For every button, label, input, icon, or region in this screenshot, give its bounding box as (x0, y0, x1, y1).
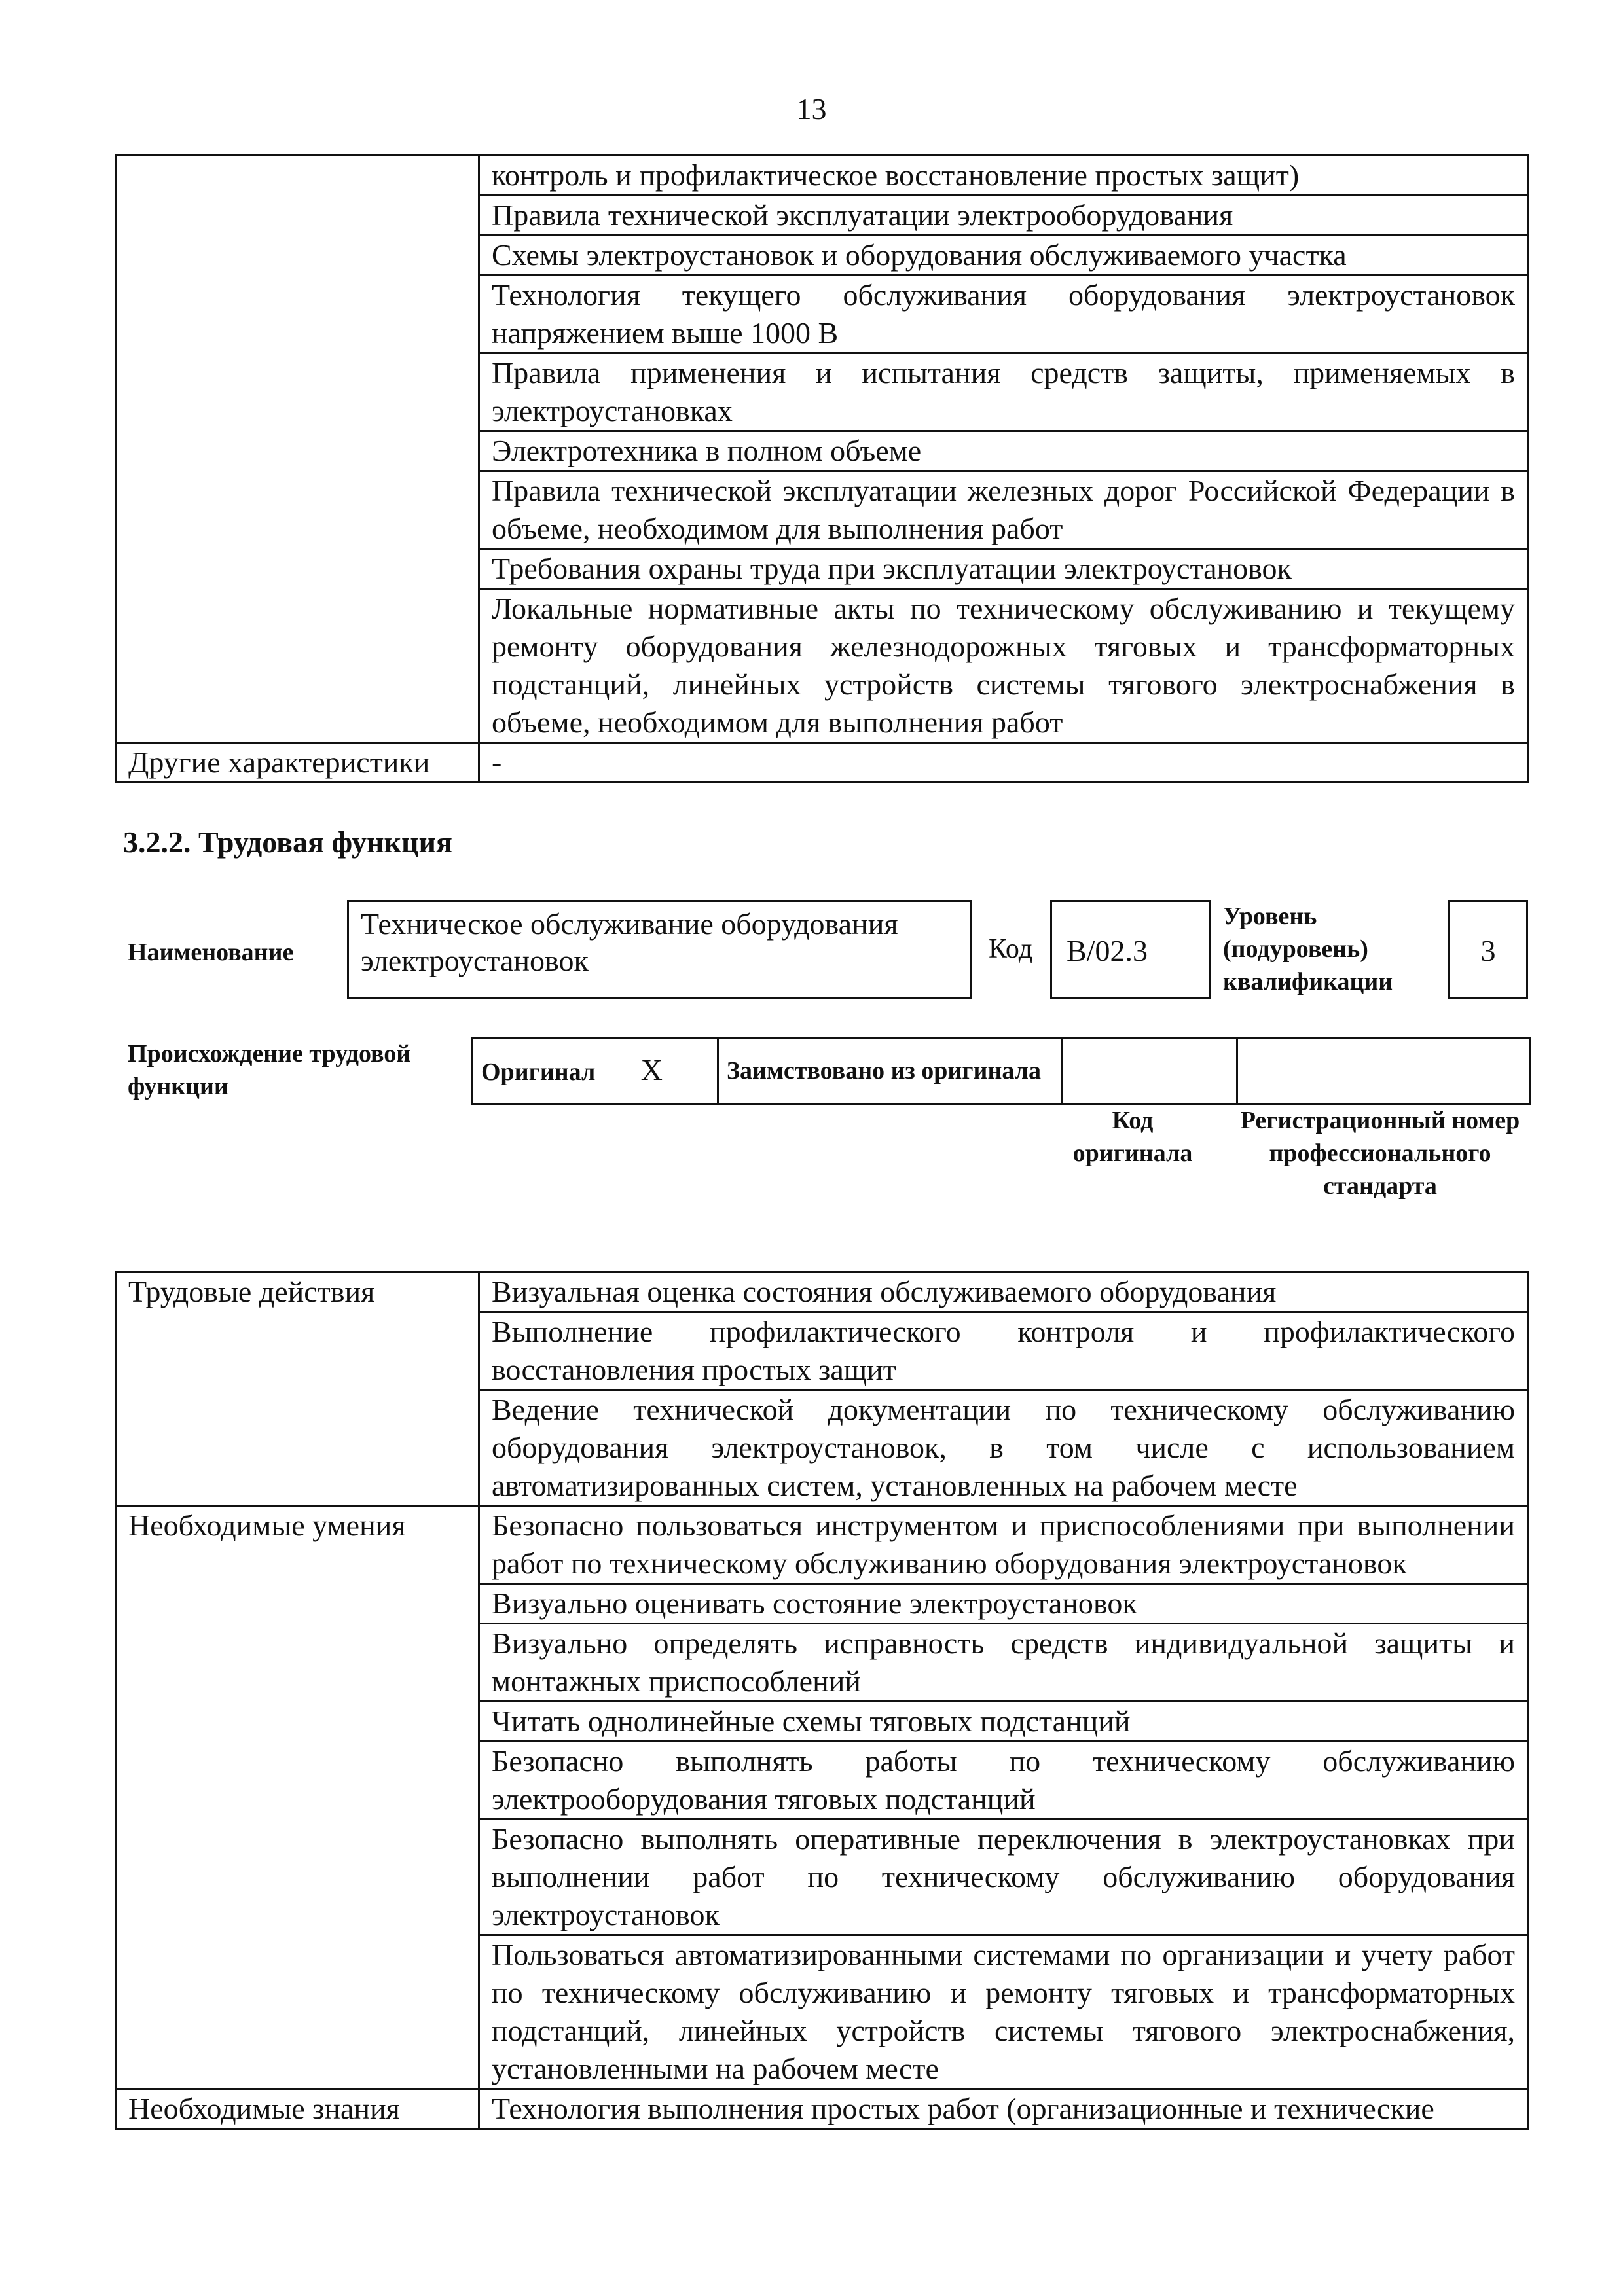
function-name-box (347, 900, 972, 999)
knowledge-item: Схемы электроустановок и оборудования обслуживаемого участка (479, 236, 1528, 276)
code-original-caption: Код оригинала (1072, 1107, 1193, 1167)
knowledge-item: Правила технической эксплуатации железных дорог Российской Федерации в объеме, необходимом для выполнения работ (479, 471, 1528, 549)
origin-borrowed-label: Заимствовано из оригинала (727, 1057, 1041, 1085)
labor-action-item: Ведение технической документации по техническому обслуживанию оборудования электроустановок, в том числе с использованием автоматизированных систем, установленных на рабочем месте (479, 1390, 1528, 1506)
origin-label: Происхождение трудовой функции (128, 1040, 411, 1100)
knowledge-item: Электротехника в полном объеме (479, 431, 1528, 471)
skill-item: Визуально определять исправность средств индивидуальной защиты и монтажных приспособлений (479, 1624, 1528, 1702)
registration-number-caption: Регистрационный номер профессионального стандарта (1240, 1107, 1520, 1200)
knowledge-item: Технология выполнения простых работ (организационные и технические (479, 2089, 1528, 2129)
table-row (473, 1038, 1531, 1104)
origin-table (471, 1037, 1531, 1105)
knowledge-item: Правила применения и испытания средств защиты, применяемых в электроустановках (479, 353, 1528, 431)
knowledge-item: контроль и профилактическое восстановление простых защит) (479, 156, 1528, 196)
code-box (1050, 900, 1211, 999)
origin-code-cell (1062, 1038, 1237, 1104)
knowledge-item: Технология текущего обслуживания оборудования электроустановок напряжением выше 1000 В (479, 276, 1528, 353)
function-name-value: Техническое обслуживание оборудования электроустановок (361, 907, 898, 977)
origin-mark: X (640, 1052, 663, 1086)
labor-actions-label: Трудовые действия (116, 1272, 479, 1506)
table-row (116, 1272, 1528, 1312)
table-row (116, 743, 1528, 783)
skill-item: Пользоваться автоматизированными системами по организации и учету работ по техническому обслуживанию и ремонту тяговых и трансформаторных подстанций, линейных устройств системы тягового электроснабжения, установленными на рабочем месте (479, 1935, 1528, 2089)
code-value: B/02.3 (1067, 934, 1148, 967)
other-characteristics-value: - (479, 743, 1528, 783)
origin-original-cell (473, 1038, 718, 1104)
code-label: Код (989, 934, 1033, 964)
skill-item: Безопасно выполнять работы по техническому обслуживанию электрооборудования тяговых подстанций (479, 1742, 1528, 1820)
origin-borrowed-cell (718, 1038, 1062, 1104)
level-box (1448, 900, 1528, 999)
skill-item: Читать однолинейные схемы тяговых подстанций (479, 1702, 1528, 1742)
other-characteristics-label: Другие характеристики (116, 743, 479, 783)
section-heading: 3.2.2. Трудовая функция (123, 825, 452, 859)
origin-original-label: Оригинал (481, 1058, 596, 1086)
table-row (116, 156, 1528, 196)
labor-action-item: Визуальная оценка состояния обслуживаемого оборудования (479, 1272, 1528, 1312)
knowledge-item: Локальные нормативные акты по техническому обслуживанию и текущему ремонту оборудования железнодорожных тяговых и трансформаторных подстанций, линейных устройств системы тягового электроснабжения в объеме, необходимом для выполнения работ (479, 589, 1528, 743)
table-row (116, 2089, 1528, 2129)
knowledge-item: Правила технической эксплуатации электрооборудования (479, 196, 1528, 236)
level-label: Уровень (подуровень) квалификации (1223, 903, 1393, 996)
knowledge-continuation-table (115, 154, 1529, 783)
labor-action-item: Выполнение профилактического контроля и профилактического восстановления простых защит (479, 1312, 1528, 1390)
labor-function-table (115, 1271, 1529, 2130)
name-label: Наименование (128, 939, 294, 966)
skill-item: Безопасно пользоваться инструментом и приспособлениями при выполнении работ по техническому обслуживанию оборудования электроустановок (479, 1506, 1528, 1584)
origin-reg-cell (1237, 1038, 1531, 1104)
required-knowledge-label: Необходимые знания (116, 2089, 479, 2129)
page-number: 13 (796, 92, 827, 126)
required-skills-label: Необходимые умения (116, 1506, 479, 2089)
table-row (116, 1506, 1528, 1584)
skill-item: Визуально оценивать состояние электроустановок (479, 1584, 1528, 1624)
level-value: 3 (1480, 934, 1496, 967)
skill-item: Безопасно выполнять оперативные переключения в электроустановках при выполнении работ по техническому обслуживанию оборудования электроустановок (479, 1820, 1528, 1935)
empty-label-cell (116, 156, 479, 743)
knowledge-item: Требования охраны труда при эксплуатации электроустановок (479, 549, 1528, 589)
